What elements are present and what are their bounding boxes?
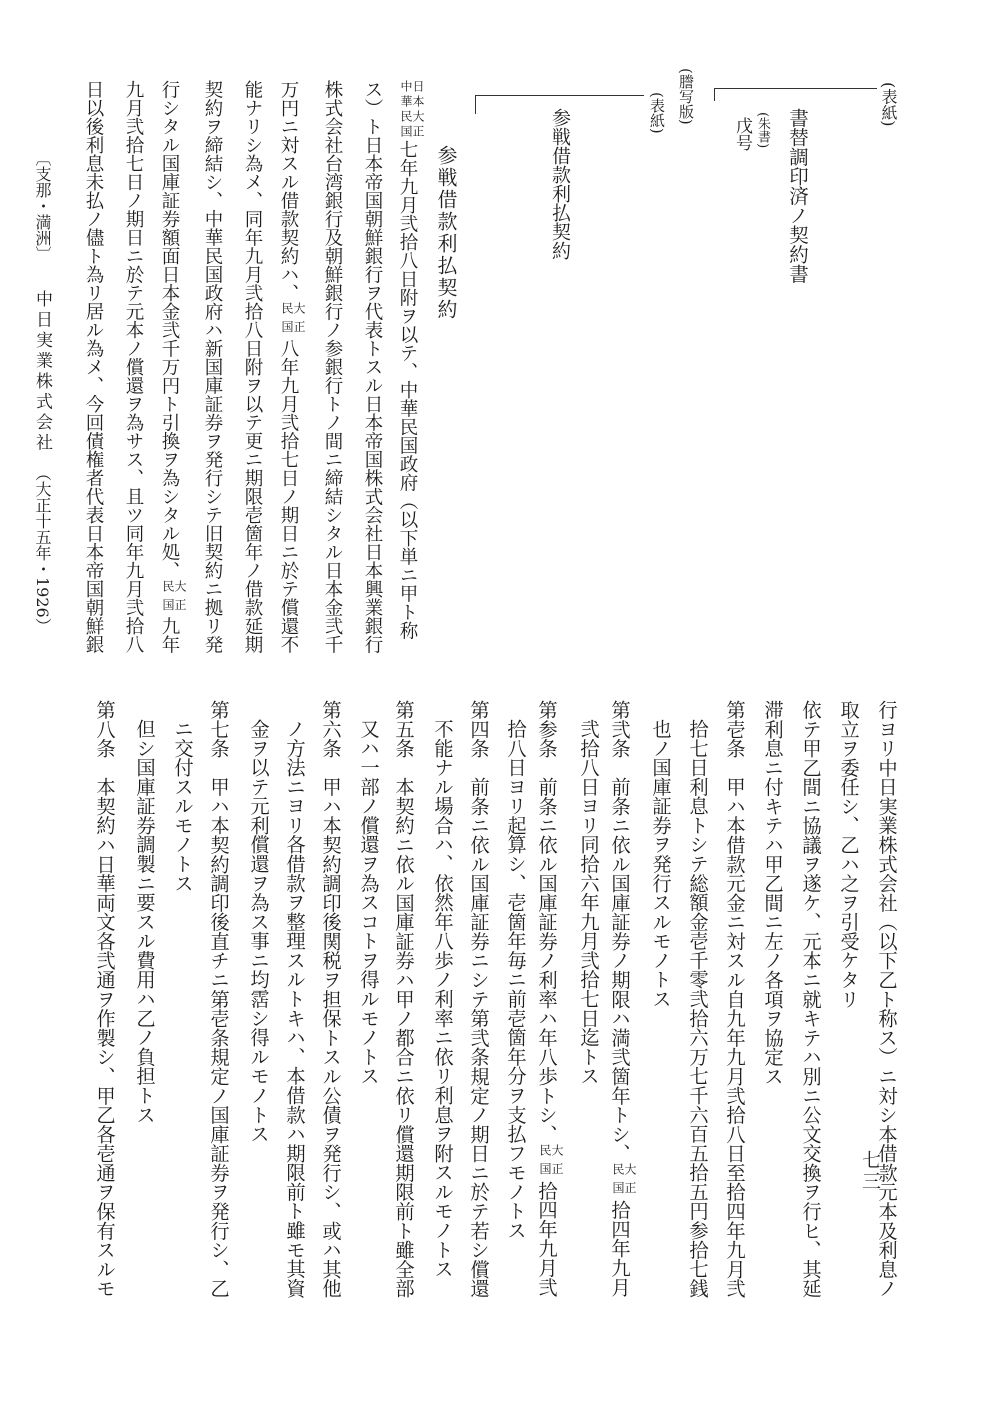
document-title: 参戦借款利払契約 <box>434 145 458 321</box>
mimeograph-label: (謄写版) <box>677 68 695 125</box>
text-segment: 九年 <box>159 616 180 654</box>
text-line: 又ハ一部ノ償還ヲ為スコトヲ得ルモノトス <box>357 719 380 1086</box>
warichu-note <box>281 302 305 339</box>
text-line: 能ナリシ為メ、同年九月弐拾八日附ヲ以テ更ニ期限壱箇年ノ借款延期 <box>242 80 263 654</box>
red-ink-note: (朱書) <box>755 112 770 149</box>
warichu-note <box>612 1163 636 1200</box>
article-line: 第六条 甲ハ本契約調印後関税ヲ担保トスル公債ヲ発行シ、或ハ其他 <box>319 700 342 1298</box>
warichu-line: 民国 <box>280 302 294 340</box>
warichu-line: 民国 <box>161 579 175 617</box>
article-line: 第五条 本契約ニ依ル国庫証券ハ甲ノ都合ニ依リ償還期限前ト雖全部 <box>392 700 415 1298</box>
warichu-line: 中華民国 <box>399 80 413 140</box>
text-line: ス）ト日本帝国朝鮮銀行ヲ代表トスル日本帝国株式会社日本興業銀行 <box>362 80 383 654</box>
text-segment: 第弐条 前条ニ依ル国庫証券ノ期限ハ満弐箇年トシ、 <box>608 700 631 1163</box>
text-segment: 拾四年九月 <box>608 1200 631 1297</box>
text-line <box>160 80 186 654</box>
warichu-note <box>162 580 186 617</box>
text-line: 依テ甲乙間ニ協議ヲ遂ケ、元本ニ就キテハ別ニ公文交換ヲ行ヒ、其延 <box>799 700 822 1298</box>
warichu-line: 大正 <box>623 1162 637 1201</box>
cover-bracket-line <box>714 88 877 101</box>
text-line: 滞利息ニ付キテハ甲乙間ニ左ノ各項ヲ協定ス <box>761 700 784 1086</box>
text-segment: 万円ニ対スル借款契約ハ、 <box>278 80 299 302</box>
text-line: 契約ヲ締結シ、中華民国政府ハ新国庫証券ヲ発行シテ旧契約ニ拠リ発 <box>202 80 223 654</box>
text-line: 弐拾八日ヨリ同拾六年九月弐拾七日迄トス <box>577 719 600 1086</box>
footer-company: 中日実業株式会社 <box>32 290 52 454</box>
warichu-note <box>539 1144 563 1181</box>
text-line: ニ交付スルモノトス <box>171 719 194 893</box>
text-segment: 七年九月弐拾八日附ヲ以テ、中華民国政府（以下単ニ甲ト称 <box>397 140 418 640</box>
text-line: 拾八日ヨリ起算シ、壱箇年毎ニ前壱箇年分ヲ支払フモノトス <box>504 719 527 1240</box>
warichu-line: 民国 <box>611 1162 625 1201</box>
text-segment: 八年九月弐拾七日ノ期日ニ於テ償還不 <box>278 339 299 654</box>
article-line: 第七条 甲ハ本契約調印後直チニ第壱条規定ノ国庫証券ヲ発行シ、乙 <box>207 700 230 1298</box>
text-line: 日以後利息未払ノ儘ト為リ居ル為メ、今回債権者代表日本帝国朝鮮銀 <box>83 80 104 654</box>
warichu-line: 民国 <box>538 1143 552 1181</box>
text-line: 拾七日利息トシテ総額金壱千零弐拾六万七千六百五拾五円参拾七銭 <box>686 719 709 1298</box>
text-line: 取立ヲ委任シ、乙ハ之ヲ引受ケタリ <box>837 700 860 1009</box>
article-line: 第八条 本契約ハ日華両文各弐通ヲ作製シ、甲乙各壱通ヲ保有スルモ <box>93 700 116 1298</box>
warichu-line: 大正 <box>550 1143 564 1181</box>
article-line: 第四条 前条ニ依ル国庫証券ニシテ第弐条規定ノ期日ニ於テ若シ償還 <box>467 700 490 1298</box>
proviso-line: 但シ国庫証券調製ニ要スル費用ハ乙ノ負担トス <box>133 719 156 1125</box>
text-line: 行ヨリ中日実業株式会社（以下乙ト称ス）ニ対シ本借款元本及利息ノ <box>875 700 898 1298</box>
text-line: 株式会社台湾銀行及朝鮮銀行ノ参銀行トノ間ニ締結シタル日本金弐千 <box>322 80 343 654</box>
text-line: 不能ナル場合ハ、依然年八歩ノ利率ニ依リ利息ヲ附スルモノトス <box>431 719 454 1279</box>
text-line <box>398 80 424 640</box>
text-line <box>279 80 305 654</box>
footer-region: 〔支那・満洲〕 <box>33 150 52 262</box>
footer-period: （大正十五年・1926） <box>33 465 52 634</box>
article-line <box>610 700 636 1297</box>
warichu-line: 日本大正 <box>411 80 425 140</box>
document-code: 戊号 <box>732 117 752 151</box>
warichu-note <box>400 80 424 140</box>
warichu-line: 大正 <box>292 302 306 340</box>
article-line <box>537 700 563 1297</box>
cover-label: (表紙) <box>879 82 898 127</box>
text-line: ノ方法ニヨリ各借款ヲ整理スルトキハ、本借款ハ期限前ト雖モ其資 <box>283 719 306 1298</box>
page-number: 七三 <box>859 1150 881 1192</box>
text-line: 九月弐拾七日ノ期日ニ於テ元本ノ償還ヲ為サス、且ツ同年九月弐拾八 <box>123 80 144 654</box>
cover-copy-title: 参戦借款利払契約 <box>549 108 571 260</box>
warichu-line: 大正 <box>173 579 187 617</box>
text-segment: 行シタル国庫証券額面日本金弐千万円ト引換ヲ為シタル処、 <box>159 80 180 580</box>
article-line: 第壱条 甲ハ本借款元金ニ対スル自九年九月弐拾八日至拾四年九月弐 <box>723 700 746 1298</box>
cover-title: 書替調印済ノ契約書 <box>786 108 809 284</box>
text-segment: 拾四年九月弐 <box>535 1180 558 1297</box>
cover-copy-label: (表紙) <box>648 92 666 134</box>
text-line: 金ヲ以テ元利償還ヲ為ス事ニ均霑シ得ルモノトス <box>247 719 270 1144</box>
text-segment: 第参条 前条ニ依ル国庫証券ノ利率ハ年八歩トシ、 <box>535 700 558 1144</box>
text-line: 也ノ国庫証券ヲ発行スルモノトス <box>649 719 672 1009</box>
